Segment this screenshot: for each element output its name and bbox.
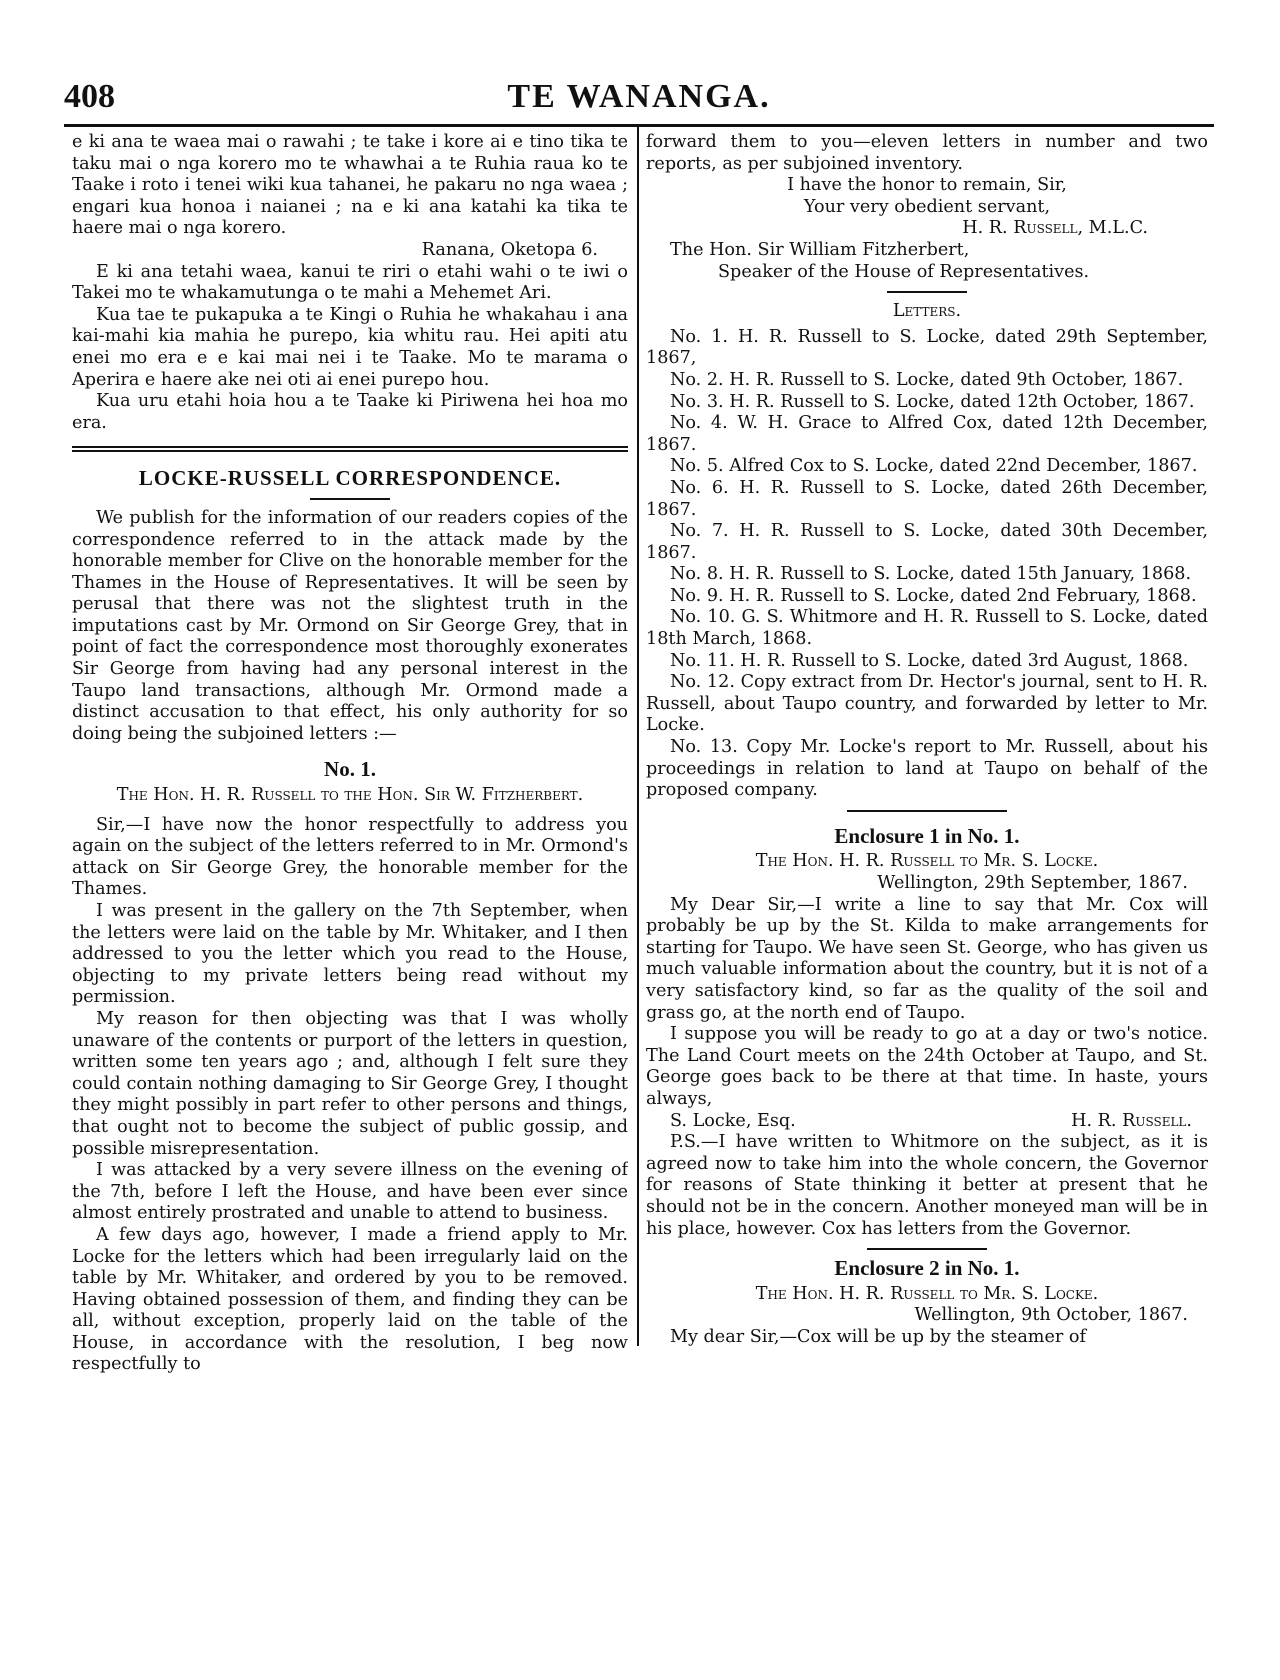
letter-entry: No. 12. Copy extract from Dr. Hector's journal, sent to H. R. Russell, about Taupo country, and forwarded by letter to Mr. Locke. [646,672,1208,736]
letter-entry: No. 4. W. H. Grace to Alfred Cox, dated 12th December, 1867. [646,413,1208,455]
enclosure1-sign-right: H. R. Russell. [1071,1110,1192,1131]
enclosure1-paragraph: My Dear Sir,—I write a line to say that Mr. Cox will probably be up by the St. Kilda to make arrangements for starting for Taupo. We have seen St. George, who has given us much valuable information about the country, but it is not of a very satisfactory kind, so far as the quality of the soil and grass go, at the north end of Taupo. [646,894,1208,1023]
dateline: Ranana, Oketopa 6. [421,239,598,260]
divider-rule [867,1248,987,1250]
letter-entry: No. 9. H. R. Russell to S. Locke, dated 2nd February, 1868. [670,585,1197,606]
enclosure2-opening: My dear Sir,—Cox will be up by the steamer of [670,1326,1087,1347]
divider-rule [887,291,967,293]
paper-title: TE WANANGA. [507,78,771,115]
maori-paragraph: Kua tae te pukapuka a te Kingi o Ruhia he whakahau i ana kai-mahi kia mahia he purepo, kia whitu rau. Hei apiti atu enei mo era e e kai mai nei i te Taake. Mo te marama o Aperira e haere ake nei oti ai enei purepo hou. [72,304,628,390]
continuation-text: forward them to you—eleven letters in number and two reports, as per subjoined inventory. [646,132,1208,174]
enclosure1-sign-left: S. Locke, Esq. [670,1110,796,1131]
left-column [72,132,628,1680]
letter-entry: No. 11. H. R. Russell to S. Locke, dated 3rd August, 1868. [670,650,1189,671]
page-number: 408 [64,78,115,115]
maori-paragraph: E ki ana tetahi waea, kanui te riri o etahi wahi o te iwi o Takei mo te whakamutunga o te mahi a Mehemet Ari. [72,261,628,304]
article-title: LOCKE-RUSSELL CORRESPONDENCE. [138,466,562,491]
signature: H. R. Russell, M.L.C. [962,218,1148,239]
section-rule [72,446,628,452]
letter-entry: No. 13. Copy Mr. Locke's report to Mr. Russell, about his proceedings in relation to land at Taupo on behalf of the proposed company. [646,737,1208,801]
letter-paragraph: I was present in the gallery on the 7th September, when the letters were laid on the table by Mr. Whitaker, and I then addressed to you the letter which you read to the House, objecting to my private letters being read without my permission. [72,901,628,1008]
letter-paragraph: A few days ago, however, I made a friend apply to Mr. Locke for the letters which had been irregularly laid on the table by Mr. Whitaker, and ordered by you to be removed. Having obtained possession of them, and finding they can be all, without exception, properly laid on the table of the House, in accordance with the resolution, I beg now respectfully to [72,1224,628,1375]
maori-paragraph: e ki ana te waea mai o rawahi ; te take i kore ai e tino tika te taku mai o nga korero mo te whawhai a te Ruhia raua ko te Taake i roto i tenei wiki kua tahanei, he pakaru no nga waea ; engari kua honoa i naianei ; na e ki ana katahi ka tika te haere mai o nga korero. [72,132,628,239]
closing-line: I have the honor to remain, Sir, [787,175,1067,196]
no1-address: The Hon. H. R. Russell to the Hon. Sir W. Fitzherbert. [116,785,584,806]
enclosure1-signoff [646,1111,1208,1133]
column-divider [637,126,639,1346]
right-column [646,132,1208,1680]
letter-entry: No. 6. H. R. Russell to S. Locke, dated 26th December, 1867. [646,477,1208,520]
masthead [64,78,1214,124]
enclosure1-paragraph: I suppose you will be ready to go at a day or two's notice. The Land Court meets on the 24th October at Taupo, and St. George goes back to be there at that time. In haste, yours always, [646,1024,1208,1109]
enclosure2-title: Enclosure 2 in No. 1. [834,1256,1020,1281]
letter-paragraph: My reason for then objecting was that I was wholly unaware of the contents or purport of the letters in question, written some ten years ago ; and, although I felt sure they could contain nothing damaging to Sir George Grey, I thought they might possibly in part refer to other persons and things, that ought not to become the subject of public gossip, and possible misrepresentation. [72,1008,628,1159]
letter-entry: No. 2. H. R. Russell to S. Locke, dated 9th October, 1867. [670,369,1184,390]
header-rule [64,124,1214,127]
letter-entry: No. 7. H. R. Russell to S. Locke, dated 30th December, 1867. [646,521,1208,563]
no1-title: No. 1. [324,757,376,782]
letter-entry: No. 10. G. S. Whitmore and H. R. Russell to S. Locke, dated 18th March, 1868. [646,607,1208,650]
letters-list [646,327,1208,802]
addressee: The Hon. Sir William Fitzherbert, [670,239,970,260]
enclosure2-address: The Hon. H. R. Russell to Mr. S. Locke. [755,1283,1099,1304]
letter-paragraph: I was attacked by a very severe illness on the evening of the 7th, before I left the House, and have been ever since almost entirely prostrated and unable to attend to business. [72,1160,628,1224]
letter-entry: No. 8. H. R. Russell to S. Locke, dated 15th January, 1868. [670,564,1192,585]
maori-paragraph: Kua uru etahi hoia hou a te Taake ki Piriwena hei hoa mo era. [72,391,628,433]
letter-entry: No. 3. H. R. Russell to S. Locke, dated 12th October, 1867. [670,391,1195,412]
title-rule [310,498,390,500]
divider-rule [847,810,1007,812]
article-intro: We publish for the information of our readers copies of the correspondence referred to in the attack made by the honorable member for Clive on the honorable member for the Thames in the House of Representatives. It will be seen by perusal that there was not the slightest truth in the imputations cast by Mr. Ormond on Sir George Grey, that in point of fact the correspondence most thoroughly exonerates Sir George from having had any personal interest in the Taupo land transactions, although Mr. Ormond made a distinct accusation to that effect, his only authority for so doing being the subjoined letters :— [72,507,628,744]
enclosure1-postscript: P.S.—I have written to Whitmore on the subject, as it is agreed now to take him into the whole concern, the Governor for reasons of State thinking it better at present that he should not be in the concern. Another moneyed man will be in his place, however. Cox has letters from the Governor. [646,1132,1208,1239]
letter-entry: No. 1. H. R. Russell to S. Locke, dated 29th September, 1867, [646,326,1208,369]
letter-entry: No. 5. Alfred Cox to S. Locke, dated 22nd December, 1867. [670,456,1198,477]
closing-line: Your very obedient servant, [803,196,1051,217]
enclosure1-dateline: Wellington, 29th September, 1867. [877,873,1188,893]
enclosure1-address: The Hon. H. R. Russell to Mr. S. Locke. [755,851,1099,872]
addressee: Speaker of the House of Representatives. [718,261,1090,282]
letter-paragraph: Sir,—I have now the honor respectfully to address you again on the subject of the letters referred to in Mr. Ormond's attack on Sir George Grey, the honorable member for the Thames. [72,814,628,900]
enclosure2-dateline: Wellington, 9th October, 1867. [914,1305,1188,1326]
enclosure1-title: Enclosure 1 in No. 1. [834,823,1020,848]
letters-heading: Letters. [892,301,962,322]
